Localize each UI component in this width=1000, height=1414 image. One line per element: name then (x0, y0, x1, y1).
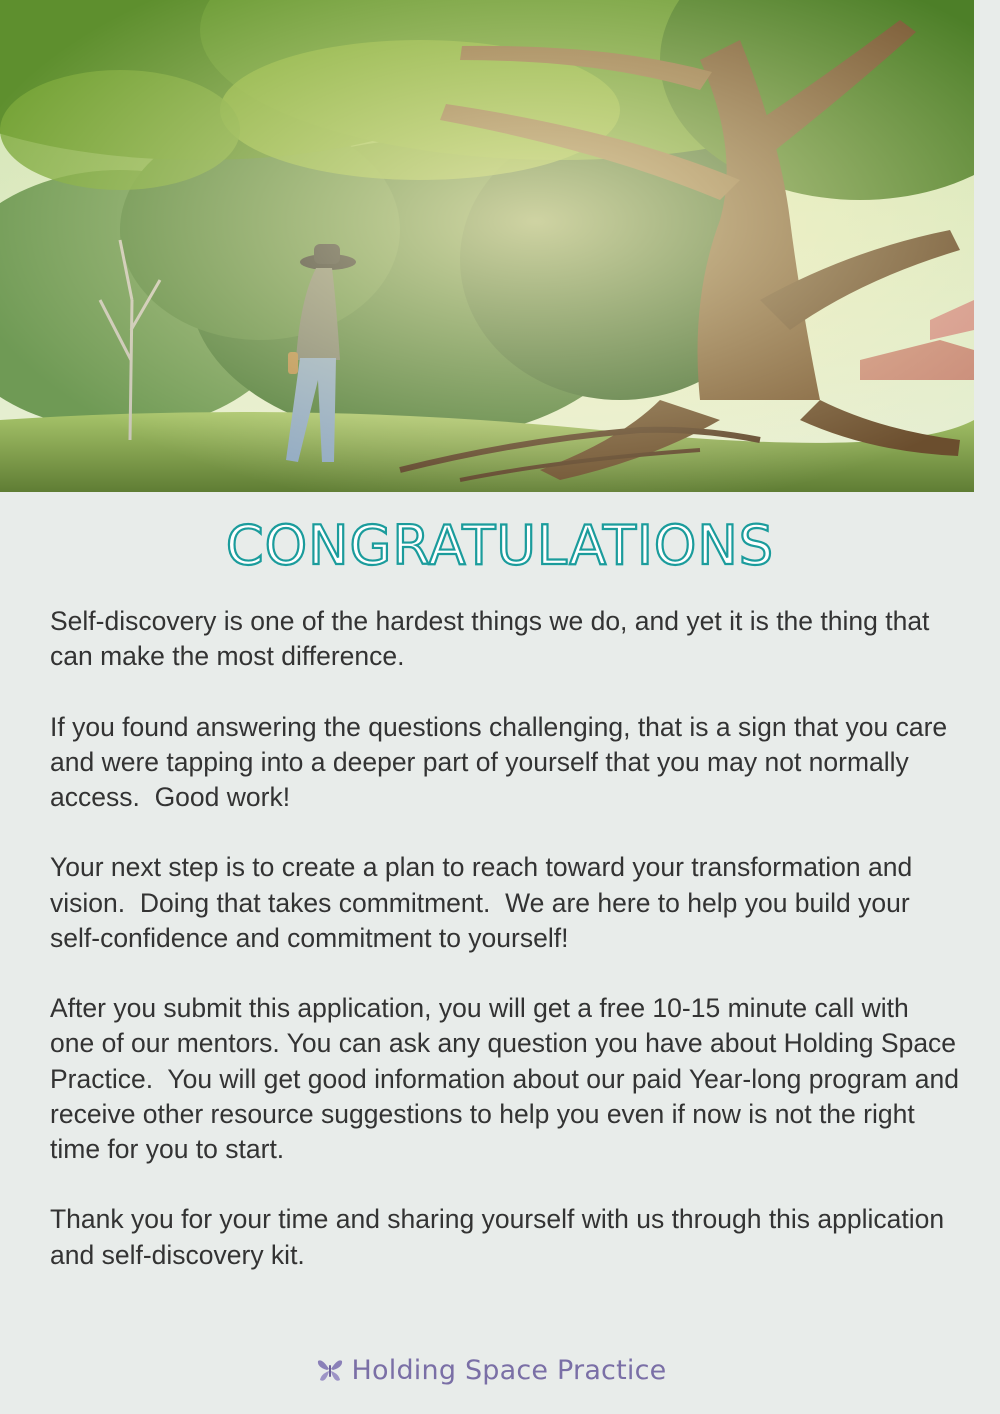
page-title: CONGRATULATIONS (225, 514, 775, 577)
butterfly-logo-icon (316, 1356, 344, 1384)
paragraph-after-submit: After you submit this application, you will get a free 10-15 minute call with one of our mentors. You can ask any question you have about Holding Space Practice. You will get good information about our paid Year-long program and receive other resource suggestions to help you even if now is not the right time for you to start. (50, 993, 959, 1164)
footer (0, 1350, 1000, 1390)
page-margin-strip (974, 0, 1000, 492)
paragraph-next-step: Your next step is to create a plan to reach toward your transformation and vision. Doing that takes commitment. We are here to help you build your self-confidence and commitment to yourself! (50, 852, 913, 953)
hero-photo (0, 0, 974, 492)
brand-logo (316, 1355, 667, 1386)
paragraph-thank-you: Thank you for your time and sharing yourself with us through this application and self-discovery kit. (50, 1204, 945, 1270)
paragraph-self-discovery: Self-discovery is one of the hardest things we do, and yet it is the thing that can make the most difference. (50, 606, 930, 672)
body-content (50, 604, 960, 1308)
paragraph-challenging-questions: If you found answering the questions challenging, that is a sign that you care and were tapping into a deeper part of yourself that you may not normally access. Good work! (50, 711, 948, 812)
brand-name: Holding Space Practice (351, 1354, 667, 1386)
